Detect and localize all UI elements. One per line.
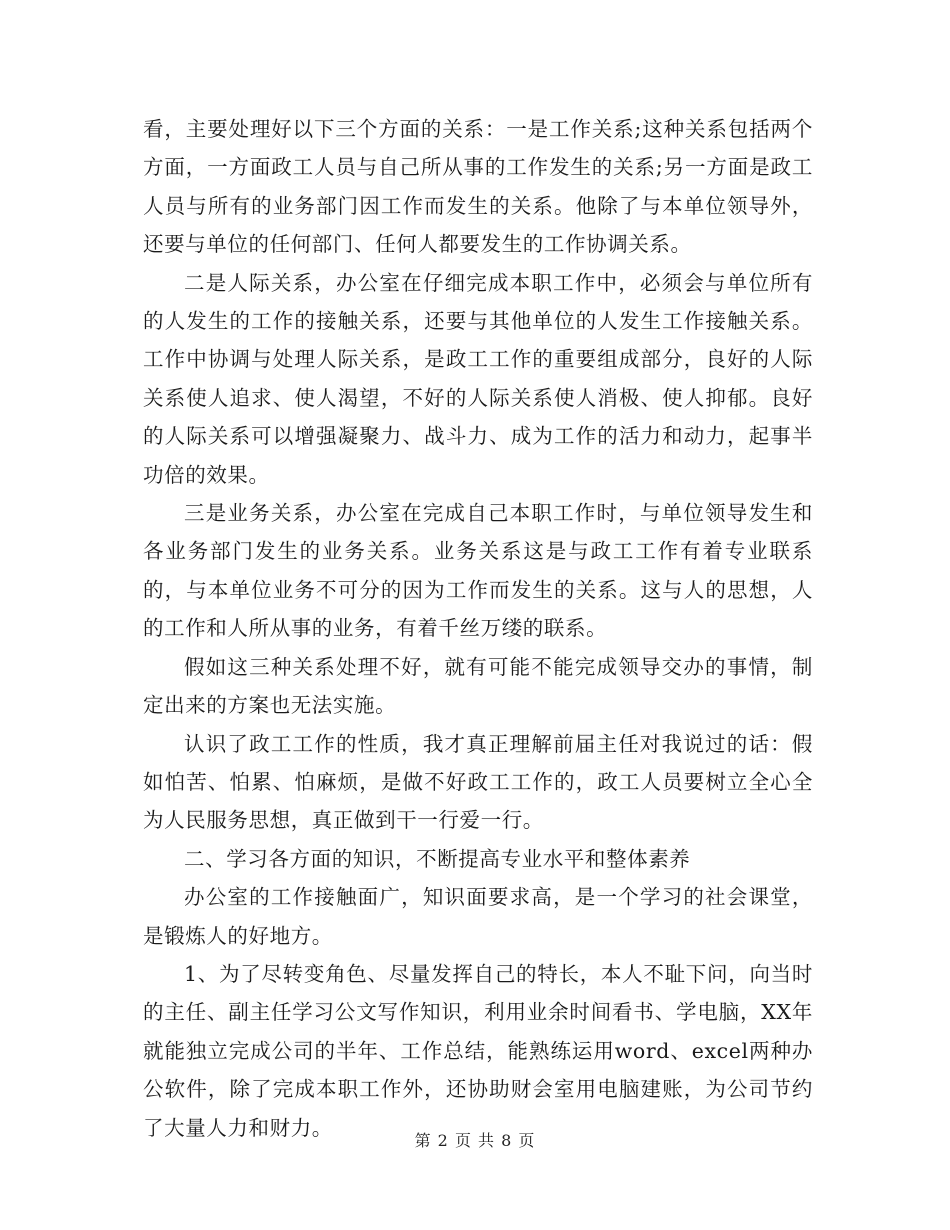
section-heading: 二、学习各方面的知识，不断提高专业水平和整体素养	[184, 846, 691, 871]
paragraph-7: 1、为了尽转变角色、尽量发挥自己的特长，本人不耻下问，向当时的主任、副主任学习公文写作知识，利用业余时间看书、学电脑，XX年就能独立完成公司的半年、工作总结，能熟练运用word、excel两种办公软件，除了完成本职工作外，还协助财会室用电脑建账，为公司节约了大量人力和财力。	[143, 961, 813, 1140]
paragraph-3: 三是业务关系，办公室在完成自己本职工作时，与单位领导发生和各业务部门发生的业务关系。业务关系这是与政工工作有着专业联系的，与本单位业务不可分的因为工作而发生的关系。这与人的思想，人的工作和人所从事的业务，有着千丝万缕的联系。	[143, 501, 813, 641]
paragraph-6: 办公室的工作接触面广，知识面要求高，是一个学习的社会课堂，是锻炼人的好地方。	[143, 885, 813, 948]
paragraph-4: 假如这三种关系处理不好，就有可能不能完成领导交办的事情，制定出来的方案也无法实施。	[143, 654, 813, 718]
paragraph-2: 二是人际关系，办公室在仔细完成本职工作中，必须会与单位所有的人发生的工作的接触关系，还要与其他单位的人发生工作接触关系。工作中协调与处理人际关系，是政工工作的重要组成部分，良好的人际关系使人追求、使人渴望，不好的人际关系使人消极、使人抑郁。良好的人际关系可以增强凝聚力、战斗力、成为工作的活力和动力，起事半功倍的效果。	[143, 270, 813, 487]
page-number-footer: 第 2 页 共 8 页	[414, 1131, 536, 1150]
paragraph-5: 认识了政工工作的性质，我才真正理解前届主任对我说过的话：假如怕苦、怕累、怕麻烦，是做不好政工工作的，政工人员要树立全心全为人民服务思想，真正做到干一行爱一行。	[143, 731, 813, 833]
paragraph-1: 看，主要处理好以下三个方面的关系：一是工作关系;这种关系包括两个方面，一方面政工人员与自己所从事的工作发生的关系;另一方面是政工人员与所有的业务部门因工作而发生的关系。他除了与本单位领导外，还要与单位的任何部门、任何人都要发生的工作协调关系。	[143, 117, 813, 257]
body-text	[143, 110, 813, 1147]
